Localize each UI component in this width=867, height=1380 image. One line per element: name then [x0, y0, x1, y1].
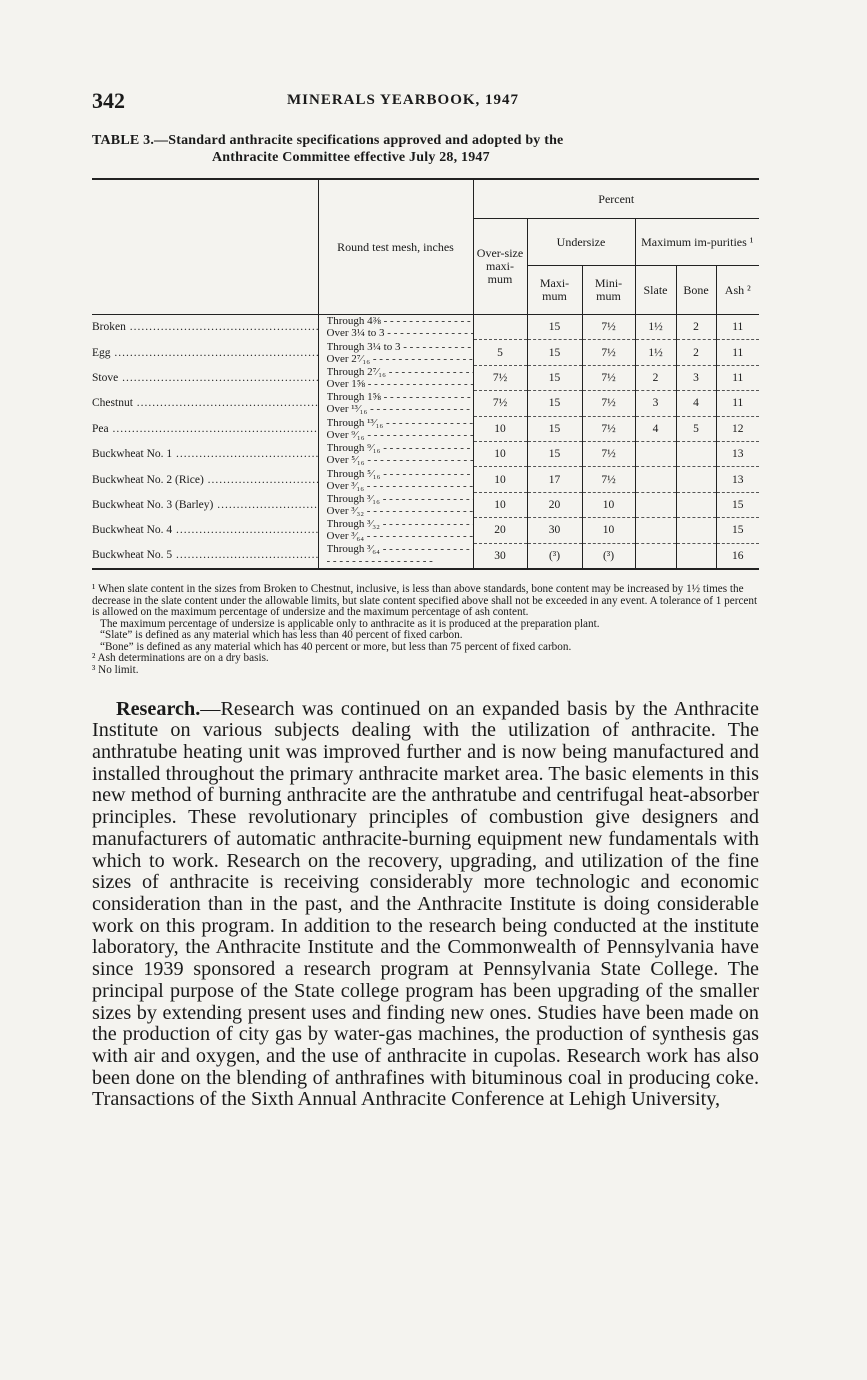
document-page: [92, 88, 759, 1131]
mesh-over: Over 3¼ to 3 - - -: [327, 327, 473, 339]
undersize-min-value: 10: [582, 518, 635, 543]
ash-value: 15: [716, 492, 759, 517]
ash-value: 16: [716, 543, 759, 569]
slate-value: 3: [635, 391, 676, 416]
mesh-over: Over ¹³⁄₁₆ - - -: [327, 403, 473, 415]
table-row: [92, 492, 759, 517]
undersize-min-value: 7½: [582, 340, 635, 365]
undersize-max-value: 15: [527, 416, 582, 441]
footnote: ² Ash determinations are on a dry basis.: [92, 652, 269, 665]
undersize-header: Undersize: [527, 219, 635, 266]
bone-value: [676, 441, 716, 466]
mesh-through: Through ¹³⁄₁₆ - - -: [327, 417, 473, 429]
size-name: Stove .....: [92, 365, 318, 390]
size-name: Buckwheat No. 4 .....: [92, 518, 318, 543]
table-row: [92, 315, 759, 340]
table-title: [92, 132, 759, 166]
oversize-value: [473, 315, 527, 340]
mesh-through: Through 4⅜ - - -: [327, 315, 473, 327]
mesh-cell: [318, 441, 473, 466]
table-footnotes: [92, 584, 759, 677]
mesh-cell: [318, 391, 473, 416]
mesh-over: Over ⁹⁄₁₆ - - -: [327, 429, 473, 441]
mesh-header: Round test mesh, inches: [318, 179, 473, 315]
table-row: [92, 518, 759, 543]
undersize-min-value: 7½: [582, 365, 635, 390]
mesh-over: Over ³⁄₃₂ - - -: [327, 505, 473, 517]
undersize-min-value: 7½: [582, 467, 635, 492]
undersize-min-value: (³): [582, 543, 635, 569]
slate-value: 1½: [635, 315, 676, 340]
undersize-max-value: 30: [527, 518, 582, 543]
bone-value: [676, 518, 716, 543]
undersize-min-value: 7½: [582, 391, 635, 416]
undersize-max-value: 15: [527, 441, 582, 466]
slate-value: 4: [635, 416, 676, 441]
bone-value: 2: [676, 340, 716, 365]
table-row: [92, 543, 759, 569]
ash-header: Ash ²: [716, 266, 759, 315]
slate-value: 1½: [635, 340, 676, 365]
ash-value: 13: [716, 441, 759, 466]
table-row: [92, 365, 759, 390]
ash-value: 11: [716, 391, 759, 416]
running-head: [92, 88, 759, 114]
specifications-table: [92, 178, 759, 570]
oversize-value: 7½: [473, 391, 527, 416]
size-name: Buckwheat No. 5 .....: [92, 543, 318, 569]
mesh-over: Over 1⅝ - - -: [327, 378, 473, 390]
mesh-over: [327, 555, 473, 567]
bone-value: [676, 543, 716, 569]
bone-value: [676, 467, 716, 492]
oversize-value: 30: [473, 543, 527, 569]
footnote: ¹ When slate content in the sizes from Broken to Chestnut, inclusive, is less than above standards, bone content may be increased by 1½ times the decrease in the slate content under the allowable limits, but slate content specified above shall not be exceeded in any event. A tolerance of 1 percent is allowed on the maximum percentage of undersize and the maximum percentage of ash content.: [92, 582, 758, 619]
bone-value: [676, 492, 716, 517]
footnote: “Slate” is defined as any material which has less than 40 percent of fixed carbon.: [100, 629, 463, 642]
undersize-min-value: 7½: [582, 441, 635, 466]
undersize-min-value: 7½: [582, 416, 635, 441]
oversize-value: 7½: [473, 365, 527, 390]
bone-value: 3: [676, 365, 716, 390]
mesh-over: Over 2⁷⁄₁₆ - - -: [327, 353, 473, 365]
slate-value: 2: [635, 365, 676, 390]
mesh-through: Through 2⁷⁄₁₆ - - -: [327, 366, 473, 378]
size-name: Broken .....: [92, 315, 318, 340]
ash-value: 11: [716, 315, 759, 340]
footnote: “Bone” is defined as any material which has 40 percent or more, but less than 75 percent of fixed carbon.: [100, 640, 572, 653]
ash-value: 15: [716, 518, 759, 543]
undersize-max-value: 15: [527, 340, 582, 365]
mesh-through: Through ³⁄₃₂ - - -: [327, 518, 473, 530]
size-name: Buckwheat No. 1 .....: [92, 441, 318, 466]
mesh-through: Through ⁵⁄₁₆ - - -: [327, 468, 473, 480]
oversize-value: 5: [473, 340, 527, 365]
mesh-through: Through ³⁄₆₄ - - -: [327, 543, 473, 555]
table-row: [92, 467, 759, 492]
ash-value: 12: [716, 416, 759, 441]
mesh-cell: [318, 518, 473, 543]
undersize-max-value: (³): [527, 543, 582, 569]
mesh-through: Through ⁹⁄₁₆ - - -: [327, 442, 473, 454]
oversize-header: Over-size maxi-mum: [473, 219, 527, 315]
undersize-max-value: 15: [527, 391, 582, 416]
table-body: [92, 315, 759, 569]
mesh-cell: [318, 543, 473, 569]
table-title-line1: TABLE 3.—Standard anthracite specifications approved and adopted by the: [92, 133, 564, 148]
bone-header: Bone: [676, 266, 716, 315]
undersize-min-header: Mini-mum: [582, 266, 635, 315]
paragraph-text: —Research was continued on an expanded basis by the Anthracite Institute on various subjects dealing with the utilization of anthracite. The anthratube heating unit was improved further and is now being manufactured and installed throughout the primary anthracite market area. The basic elements in this new method of burning anthracite are the anthratube and centrifugal heat-absorber principles. These revolutionary principles of combustion give designers and manufacturers of automatic anthracite-burning equipment new fundamentals with which to work. Research on the recovery, upgrading, and utilization of the fine sizes of anthracite is receiving considerably more technologic and economic consideration than in the past, and the Anthracite Institute is doing considerable work on this program. In addition to the research being conducted at the institute laboratory, the Anthracite Institute and the Commonwealth of Pennsylvania have since 1939 sponsored a research program at Pennsylvania State College. The principal purpose of the State college program has been upgrading of the smaller sizes by extending present uses and finding new ones. Studies have been made on the production of city gas by water-gas machines, the production of synthesis gas with air and oxygen, and the use of anthracite in cupolas. Research work has also been done on the blending of anthrafines with bituminous coal in producing coke. Transactions of the Sixth Annual Anthracite Conference at Lehigh University,: [92, 697, 759, 1111]
oversize-value: 10: [473, 441, 527, 466]
size-name: Buckwheat No. 3 (Barley) .....: [92, 492, 318, 517]
bone-value: 2: [676, 315, 716, 340]
ash-value: 11: [716, 365, 759, 390]
size-name: Pea .....: [92, 416, 318, 441]
book-title: MINERALS YEARBOOK, 1947: [287, 92, 520, 108]
footnote: The maximum percentage of undersize is applicable only to anthracite as it is produced at the preparation plant.: [100, 617, 600, 630]
oversize-value: 10: [473, 416, 527, 441]
impurities-header: Maximum im-purities ¹: [635, 219, 759, 266]
undersize-max-value: 15: [527, 365, 582, 390]
mesh-cell: [318, 340, 473, 365]
mesh-over: Over ³⁄₁₆ - - -: [327, 480, 473, 492]
undersize-max-header: Maxi-mum: [527, 266, 582, 315]
undersize-max-value: 15: [527, 315, 582, 340]
table-title-line2: Anthracite Committee effective July 28, 1947: [212, 150, 490, 165]
ash-value: 13: [716, 467, 759, 492]
table-row: [92, 391, 759, 416]
paragraph-lead: Research.: [116, 697, 201, 720]
undersize-max-value: 17: [527, 467, 582, 492]
bone-value: 5: [676, 416, 716, 441]
research-paragraph: [92, 699, 759, 1111]
table-row: [92, 441, 759, 466]
undersize-min-value: 7½: [582, 315, 635, 340]
footnote: ³ No limit.: [92, 664, 139, 677]
mesh-through: Through 1⅝ - - -: [327, 391, 473, 403]
percent-header: Percent: [473, 179, 759, 219]
mesh-cell: [318, 315, 473, 340]
size-name: Chestnut .....: [92, 391, 318, 416]
mesh-over: Over ³⁄₆₄ - - -: [327, 530, 473, 542]
oversize-value: 20: [473, 518, 527, 543]
slate-header: Slate: [635, 266, 676, 315]
undersize-min-value: 10: [582, 492, 635, 517]
size-name: Buckwheat No. 2 (Rice) .....: [92, 467, 318, 492]
mesh-cell: [318, 467, 473, 492]
bone-value: 4: [676, 391, 716, 416]
table-row: [92, 416, 759, 441]
undersize-max-value: 20: [527, 492, 582, 517]
size-header: [92, 179, 318, 315]
slate-value: [635, 441, 676, 466]
mesh-through: Through 3¼ to 3 - - -: [327, 341, 473, 353]
size-name: Egg .....: [92, 340, 318, 365]
mesh-cell: [318, 492, 473, 517]
slate-value: [635, 467, 676, 492]
mesh-cell: [318, 365, 473, 390]
mesh-over: Over ⁵⁄₁₆ - - -: [327, 454, 473, 466]
slate-value: [635, 492, 676, 517]
mesh-through: Through ³⁄₁₆ - - -: [327, 493, 473, 505]
table-row: [92, 340, 759, 365]
mesh-cell: [318, 416, 473, 441]
ash-value: 11: [716, 340, 759, 365]
slate-value: [635, 518, 676, 543]
oversize-value: 10: [473, 467, 527, 492]
slate-value: [635, 543, 676, 569]
oversize-value: 10: [473, 492, 527, 517]
page-number: 342: [92, 88, 125, 113]
